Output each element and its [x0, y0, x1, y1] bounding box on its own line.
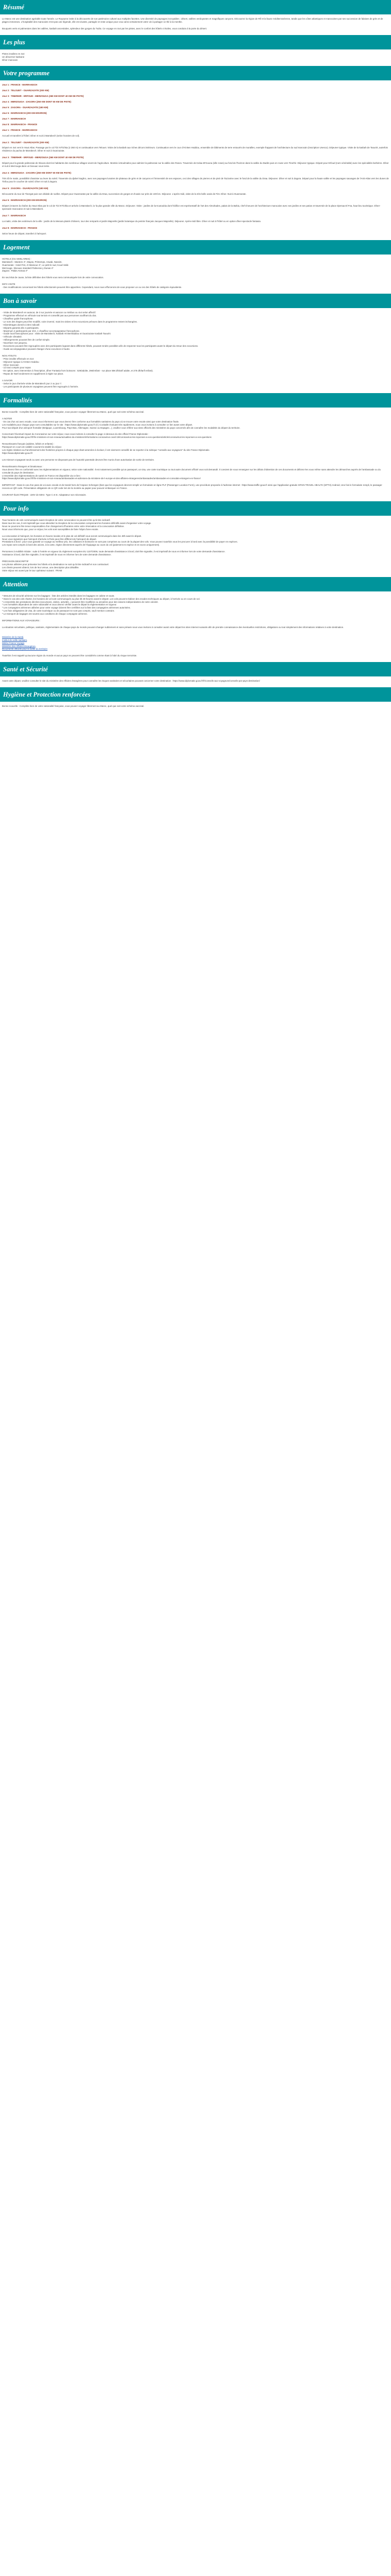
list-item: Un désormer kasbane	[2, 55, 25, 58]
voyageurs-paragraph: La situation sécuritaire, politique, sanitaire, réglementaire de chaque pays du monde pouvant changer subitement et sans préavis nous vous invitons à consulter avant votre départ les sites internet suivants afin de prendre connaissance des éventuelles restrictions, obligations ou tout simplement des informations relatives à votre destination.	[2, 625, 344, 629]
section-title-attention: Attention	[0, 577, 391, 591]
programme-day-heading: Jour 2 : TELOUET - OUARZAZATE (200 KM)	[2, 89, 49, 92]
programme-day-heading: Jour 1 : FRANCE - MARRAKECH	[2, 83, 38, 87]
page	[0, 0, 391, 713]
programme-day-text: Accueil et transfert à l'hôtel. Dîner et nuit à Marrakech (selon horaires de vol).	[2, 134, 80, 137]
pour-info-paragraph: Personnes à mobilité réduite : suite à l'entrée en vigueur du règlement européen EU 1107/2006, toute demande d'assistance à bord, doit être signalée, il est impératif de nous en informer lors de votre demande d'assistance. Assistance à bord, doit être signalée, il est impératif de nous en informer lors de votre demande d'assistance.	[2, 550, 225, 556]
programme-day-heading: Jour 3 : TINERHIR - ERFOUD - MERZOUGA (360 KM DONT 40 KM DE PISTE)	[2, 156, 84, 159]
section-logement	[0, 240, 391, 294]
programme-day-heading: Jour 2 : TELOUET - OUARZAZATE (200 KM)	[2, 141, 49, 144]
section-title-hygiene: Hygiène et Protection renforcées	[0, 687, 391, 702]
list-item: Dîner marocain	[2, 58, 18, 61]
programme-day-heading: Jour 3 : TINERHIR - ERFOUD - MERZOUGA (360 KM DONT 40 KM DE PISTE)	[2, 95, 84, 98]
formalites-paragraph: Bonne nouvelle : Complète bien de votre nationalité française, vous pouvez voyager librement au Maroc, quel que soit votre schéma vaccinal.	[2, 410, 144, 413]
section-title-formalites: Formalités	[0, 393, 391, 408]
bon-a-savoir-paragraph: NOS ATOUTS - Prise insolite effectuée en 4x4 - Déjeuner typique à Aït Ben Haddou - Dîner marocain - 1/2 taxi compris pour repas - En option, avec intervention à l'inscription, dîner Fantasia hors boissons : 52€/adulte, 26€/enfant - sur place 55€ dh/tarif adulte, et 275 dh/tarif enfant). - Repas de Noël seulement en supplément à régler sur place.	[2, 354, 153, 376]
link-institut-veille-sanitaire[interactable]: Institut de veille sanitaire	[2, 638, 27, 641]
attention-paragraph: * Mesures de sécurité aérienne sur les bagages : liste des articles interdits dans les bagages en cabine et soute. * Dans le cas des vols charter, les horaires de vol sont communiqués au plus tôt 48 heures avant le départ. Les vols peuvent réaliser des escales techniques au départ, à l'arrivée ou en cours de vol. * L'ensemble des prestations décrites (excursions, visites, activités...) peuvent être modifiées ou annulées pour des raisons indépendantes de notre volonté. * Les formalités dépendent de votre nationalité et vous devrez vérifier avant le départ la réglementation en vigueur. * Les compagnies aériennes utilisées pour votre voyage doivent être certifiées sur la liste des compagnies aériennes autorisées. * Les frais obligatoires de visa, de carte touristique ou de passeport ne sont pas compris, sauf mention contraire. * Le transport de bagages est soumis aux conditions de chaque compagnie aérienne.	[2, 594, 200, 616]
formalites-body	[0, 408, 391, 501]
voyageurs-paragraph: Toutefois il est rappelé qu'aucune région du monde et aucun pays ne peuvent être considérés comme étant à l'abri du risque terroriste.	[2, 654, 137, 657]
programme-day-text: Départ pour la grande palmeraie de Skoura dont les habitants des nombreux villages vivent de l'agriculture. Montée à Boulmalne pour admirer la palmeraie sur la vallée des Roses. Traversée de Kelaa M'Gouna (ville roses) au fond de l'horizon dans la vallée du Dadès puis en route vers Tinerhir. Déjeuner typique. Départ pour Erfoud (nom vénérable) avec les spécialités berbères. Dîner et nuit à Merzouga dans un bivouac sous tente.	[2, 162, 389, 168]
link-meteo-france-voyage[interactable]: Météo France Voyage	[2, 641, 24, 645]
programme-day-text: La matin, visite des extérieurs de la ville : jardin de la Menara planté d'oliviers, tour des remparts et jardin Majorelle (jardin botanique du peintre français Jacques Majorelle). Déjeuner. Après-midi libre. Dîner et nuit à l'hôtel ou en option dîner-spectacle fantasia.	[2, 220, 261, 223]
programme-day-heading: Jour 5 : ZAGORA - OUARZAZATE (180 KM)	[2, 106, 48, 109]
pour-info-paragraph: PRÉCISION DESCRIPTIF Les photos utilisées pour présenter les hôtels et la destination ne sont qu'à titre indicatif et non contractuel. Les clients peuvent obtenir, lors de leur venue, une description plus détaillée. Votre séjour est ouvert par le tour opérateur suivant : FRAM	[2, 560, 109, 572]
programme-day-heading: Jour 8 : MARRAKECH - FRANCE	[2, 227, 38, 229]
pour-info-paragraph: Tous horaires de vols communiqués avant réception de votre convocation ne peuvent être qu'à titre indicatif. Dans tous les cas, il est impératif que vous attendiez la réception de la convocation comprenant les horaires définitifs avant d'organiser votre voyage. Nous ne pourrons être tenus responsables d'un changement d'horaires entre votre réservation et la convocation définitive. Nous vous informons que, pour ce séjour, les vols sont susceptibles de faire l'objet d'une escale.	[2, 519, 152, 531]
section-resume	[0, 0, 391, 35]
section-les-plus	[0, 35, 391, 66]
logement-body	[0, 255, 391, 294]
programme-day-heading: Jour 1 : FRANCE - MARRAKECH	[2, 128, 38, 131]
formalites-paragraph: A NOTER - En cas d'un voi avec escale, vous vous informerez que vous devrez être conforme aux formalités sanitaires du pays où se trouve votre escale ainsi que votre destination finale. Les modalités pour chaque pays sont consultables sur le site : https://www.diplomatie.gouv.fr (rl.) Cockaille évoluant très rapidement, nous vous invitons à consulter ce lien avant votre départ. Pour tout départ d'un aéroport frontalier (Belgique, Luxembourg, Pays-Bas, Allemagne, Suisse ou Espagne...), veuillez vous référer aux sites officiels des ministères du pays concernés afin de connaître les modalités du départ du territoire.	[2, 417, 240, 429]
section-pour-info	[0, 501, 391, 577]
section-title-sante-securite: Santé et Sécurité	[0, 662, 391, 676]
section-title-les-plus: Les plus	[0, 35, 391, 49]
programme-day-text: Très tôt le matin, possibilité d'assister au lever du soleil. Traversée du djebel Saghro, avec ses paysages lunaires de plateaux de grès et de canyons et l'immensité de ses espaces, ceci des villages de pierres et de pisé de Tazzarine avec le fond de la vallée du Draa. Déjeuner. Dîner et nuit à Zagora. Départ pour la haute vallée et les paysages sauvages de l'Anti-Atlas vers les dunes de Tinfou pour le coucher de soleil. Dîner et nuit à Zagora.	[2, 177, 389, 183]
formalites-paragraph: COURANT ÉLECTRIQUE : 220V de 50Hz. Type C et E. Adaptateur non nécessaire.	[2, 494, 87, 497]
hygiene-body	[0, 702, 391, 713]
resume-paragraph: Bouquets verts et palmeraies dans les vallées, kasbah ancestrales, splendeur des gorges du Todra. Ce voyage en 4x4 par les pistes, avec le confort des hôtels 4 étoiles, vous conduira à la porte du désert.	[2, 27, 207, 30]
section-title-logement: Logement	[0, 240, 391, 255]
programme-day-heading: Jour 4 : MERZOUGA - ZAGORA (250 KM DONT 50 KM DE PISTE)	[2, 171, 71, 174]
les-plus-list	[2, 53, 389, 62]
sante-body	[0, 676, 391, 687]
resume-paragraph: Le Maroc est une destination agréable toute l'année. Le Royaume invite à la découverte de son patrimoine culturel aux multiples facettes. Une diversité de paysages incroyables : désert, vallées verdoyantes et magnifiques canyons. Découvrez la région de Rif et la faune méditerranéenne, tandis que les côtes atlantiques et marocaines par ses succession de falaises de grès et de plages immenses. L'hospitalité des marocains n'est pas une légende, elle est vivante, partagée et reste unique pour ceux ainsi certainement votre vie à partager ce thé à la menthe.	[2, 18, 383, 23]
hygiene-paragraph: Bonne nouvelle : Complète bien de votre nationalité française, vous pouvez voyager librement au Maroc, quel que soit votre schéma vaccinal.	[2, 705, 144, 708]
programme-day-heading: Jour 4 : MERZOUGA - ZAGORA (250 KM DONT 50 KM DE PISTE)	[2, 100, 71, 104]
sante-paragraph: Avant votre départ, veuillez consulter le site du ministère des Affaires étrangères pour connaître les risques sanitaires et sécuritaires pouvant concerner votre destination : https://www.diplomatie.gouv.fr/fr/conseils-aux-voyageurs/conseils-par-pays-destination/	[2, 680, 260, 683]
logement-paragraph: En seul état de cause, la liste définitive des hôtels vous sera communiquée lors de votre convocation.	[2, 276, 104, 279]
section-attention	[0, 577, 391, 663]
programme-day-text: Départ en 4x4 vers le Haut Atlas. Passage par le col Tizi N'Tichka (2 260 m) et continuation vers Telouet. Visite de la kasbah aux riches décors intérieurs. Continuation vers le cour d'Ait Ben Haddou, ensemble de bâtiments de terre entourés de murailles, exemple frappant de l'architecture du sud marocain (inscription Unesco). Déjeuner typique. Visite de la kasbah de Taourirt, autrefois résidence du pacha de Marrakech. Dîner et nuit à Ouarzazate.	[2, 146, 388, 152]
logement-paragraph: HOTELS (OU SIMILAIRES) : Marrakech : Mantem 4*, Mayas, Printemps, Aswak, Nassim. Ouarzazate : Hotel Fint, Al Mansour 4*, Le petit le sud, Koud Valid. Merzouga : Bivouac standard Palmeras y Dunas 4* Zagora : Palais Asmaa 4*	[2, 257, 69, 273]
programme-body	[0, 80, 391, 240]
formalites-paragraph: Concernant l'éventuel impact du Coronavirus sur votre séjour, nous vous invitons à consulter la page ci-dessous du site officiel France Diplomatie : https://www.diplomatie.gouv.fr/fr/le-ministere-et-son-reseau/actualites-du-ministere/informations-coronavirus-covid-19/coronavirus-les-reponses-a-vos-questions/article/coronavirus-les-reponses-a-vos-questions	[2, 433, 211, 439]
section-title-programme: Votre programme	[0, 66, 391, 80]
bon-a-savoir-paragraph: - Visite de Marrakech en autocar, de 3 sur journée et autocar ou minibus ou 4x4 selon affectif. - Programme effectué en véhicule tout terrain et conseillé pas aux personnes souffrant du dos. - Chauffeur guide francophone. - Le nom des étapes peut être modifié, voire inversé, mais les visites et les excursions prévues dans le programme restent inchangées. - Kilométrages donnés à titre indicatif. - Départs garantis dès 4 participants. - Maximum 4 participants par 4X4, 1 chauffeur accompagnateur francophone. - Guide local francophone pour : visite de Marrakech, Kasbah Aït Benhaddou et Ouarzazate Kasbah Taourirt. - Véhicule climatisé. - Hébergements pouvant être de confort simple. - Nourriture 4x4 jusqu'au. - Excursions pouvant être regroupées avec des participants logeant dans différents hôtels, pouvant rendre possibles afin de respecter tous les participants avant le départ du retour des excursions. - Guide accompagnateur pouvant changer d'une excursion à l'autre.	[2, 311, 199, 350]
pour-info-paragraph: La convocation à l'aéroport, les horaires en heures locales et le plan de vol définitif vous seront communiqués dans les 48h avant le départ. Nous vous signalons que l'aéroport d'arrivée à Paris peut être différent de l'aéroport de départ. Prestations à bord : pour vous garantir un voyage au meilleur prix, les collations et boissons ne sont pas comprises au cours de la plupart des vols. Vous pouvez toutefois vous les procurer à bord avec la possibilité de payer en espèces. Les repas sont compris à bord des avions, à la carte, règlez directement auprès de l'équipage au cours du vol (paiement en espèce et en euros uniquement).	[2, 534, 238, 547]
list-item: Pistes insolites en 4x4	[2, 52, 25, 55]
voyageurs-links: Ministère de la Santé, Institut de veille sanitaire, Météo France Voyage, Ministère des Affaires Étrangères, Documents officiels pour la sortie du territoire	[2, 635, 48, 651]
resume-body	[0, 14, 391, 35]
section-sante-securite	[0, 662, 391, 687]
section-title-bon-a-savoir: Bon à savoir	[0, 294, 391, 308]
les-plus-body	[0, 49, 391, 66]
programme-day-heading: Jour 6 : MARRAKECH (200 KM ENVIRON)	[2, 111, 47, 114]
logement-paragraph: INFO VISITE - Des modifications concernant les hôtels sélectionnés peuvent être apportées. Cependant, nous nous efforcerons de vous proposer un ou ces des hôtels de catégorie équivalente.	[2, 283, 182, 289]
formalites-paragraph: IMPORTANT : Dans le cas d'un pass de voi avec escale et de transit hors de l'espace Schengen (bien que les voyageurs devront remplir un formulaire en ligne PLF (Passenger Location Form), une procédure proposée à l'adresse internet : https://www.traffic-gouv.fr ainsi que l'application gratuite SPAIN TRAVEL HEALTH (SPTH) Android, Une fois le formulaire rempli, le passager recevra un QR code. Présentation obligatoire de ce QR code lors de la montée au papier pour pouvoir embarquer en France.	[2, 484, 382, 490]
link-documents-officiels[interactable]: Documents officiels pour la sortie du territoire	[2, 648, 48, 651]
programme-day-heading: Jour 5 : ZAGORA - OUARZAZATE (180 KM)	[2, 187, 48, 190]
programme-day-heading: Jour 7 : MARRAKECH	[2, 214, 26, 217]
programme-day-text: Départ à travers la chaîne du Haut Atlas par le col de Tizi N'Tichka et arrivée à Marrakech, la 'la plus grande ville du Maroc. Déjeuner. Visite : jardins de la Koutoubia dont l'édifice est représentatif de l'art des Almohades, palais de la Bahia, chef-d'oeuvre de l'architecture marocaine avec ses jardins et ses patios et traversée de la place Djemaa El Fna, haut lieu touristique. Dîner-spectacle marocaine et nuit à Marrakech.	[2, 205, 381, 211]
pour-info-body	[0, 516, 391, 577]
link-ministere-affaires-etrangeres[interactable]: Ministère des Affaires Étrangères	[2, 645, 36, 648]
attention-body	[0, 591, 391, 663]
formalites-paragraph: Ressortissants étrangers et binationaux : Vous devrez être en conformité avec les réglementations en vigueur, selon votre nationalité. Il est notamment possible qu'un passeport, un visa, une carte touristique ou tout autre document officiel vous soit demandé. Il convient de vous renseigner sur les délais d'obtention de ces documents et délivrez-les vous même sans attendre les démarches auprès de l'ambassade ou du consulat du pays de destination. L'ensemble des réglementations de santé en France est disponible via ce lien : https://www.diplomatie.gouv.fr/fr/le-ministere-et-son-reseau/ambassades-et-adresses-du-ministere-de-l-europe-et-des-affaires-etrangeres/ambassades/ambassades-et-consulats-etrangers-en-france/	[2, 465, 381, 480]
voyageurs-heading: INFORMATIONS AUX VOYAGEURS :	[2, 619, 41, 622]
bon-a-savoir-paragraph: A SAVOIR - Selon le jour d'arrivée visite de Marrakech jour 2 ou jour 7. - Les participants de plusieurs voyagistes peuvent être regroupés à l'arrivée.	[2, 379, 79, 388]
programme-day-heading: Jour 6 : MARRAKECH (200 KM ENVIRON)	[2, 199, 47, 202]
formalites-paragraph: Ressortissants français (adultes, bébés et enfants) : Passeport en cours de validité couvrant la totalité du séjour. Les règles relatives au franchissement des frontières propres à chaque pays étant amenées à évoluer, il est vivement conseillé de se reporter à la rubrique "conseils aux voyageurs" du site France Diplomatie. https://www.diplomatie.gouv.fr/	[2, 443, 210, 454]
programme-day-heading: Jour 8 : MARRAKECH - FRANCE	[2, 123, 38, 126]
programme-day-text: Découverte du tour de Tisergat puis son dédale de ruelles. Départ pour Ouarzazate par la vallée du Draa, succession de gorges et d'oasis sur près de 100 km. Déjeuner. L'après-midi, visite de la très belle oasis de Fint. Dîner. Nuit à Ouarzazate.	[2, 192, 247, 195]
section-hygiene	[0, 687, 391, 713]
section-title-resume: Résumé	[0, 0, 391, 14]
section-formalites	[0, 393, 391, 501]
section-title-pour-info: Pour info	[0, 501, 391, 516]
programme-day-heading: Jour 7 : MARRAKECH	[2, 117, 26, 120]
bon-a-savoir-body	[0, 308, 391, 393]
section-bon-a-savoir	[0, 294, 391, 393]
section-programme	[0, 66, 391, 240]
programme-day-text: Selon heure de départ, transfert à l'aéroport.	[2, 232, 47, 235]
link-ministere-sante[interactable]: Ministère de la Santé	[2, 635, 24, 638]
formalites-paragraph: Les mineurs voyageant seuls ou avec une personne ne disposant pas de l'autorité parentale devront être munis d'une autorisation de sortie de territoire.	[2, 458, 155, 461]
